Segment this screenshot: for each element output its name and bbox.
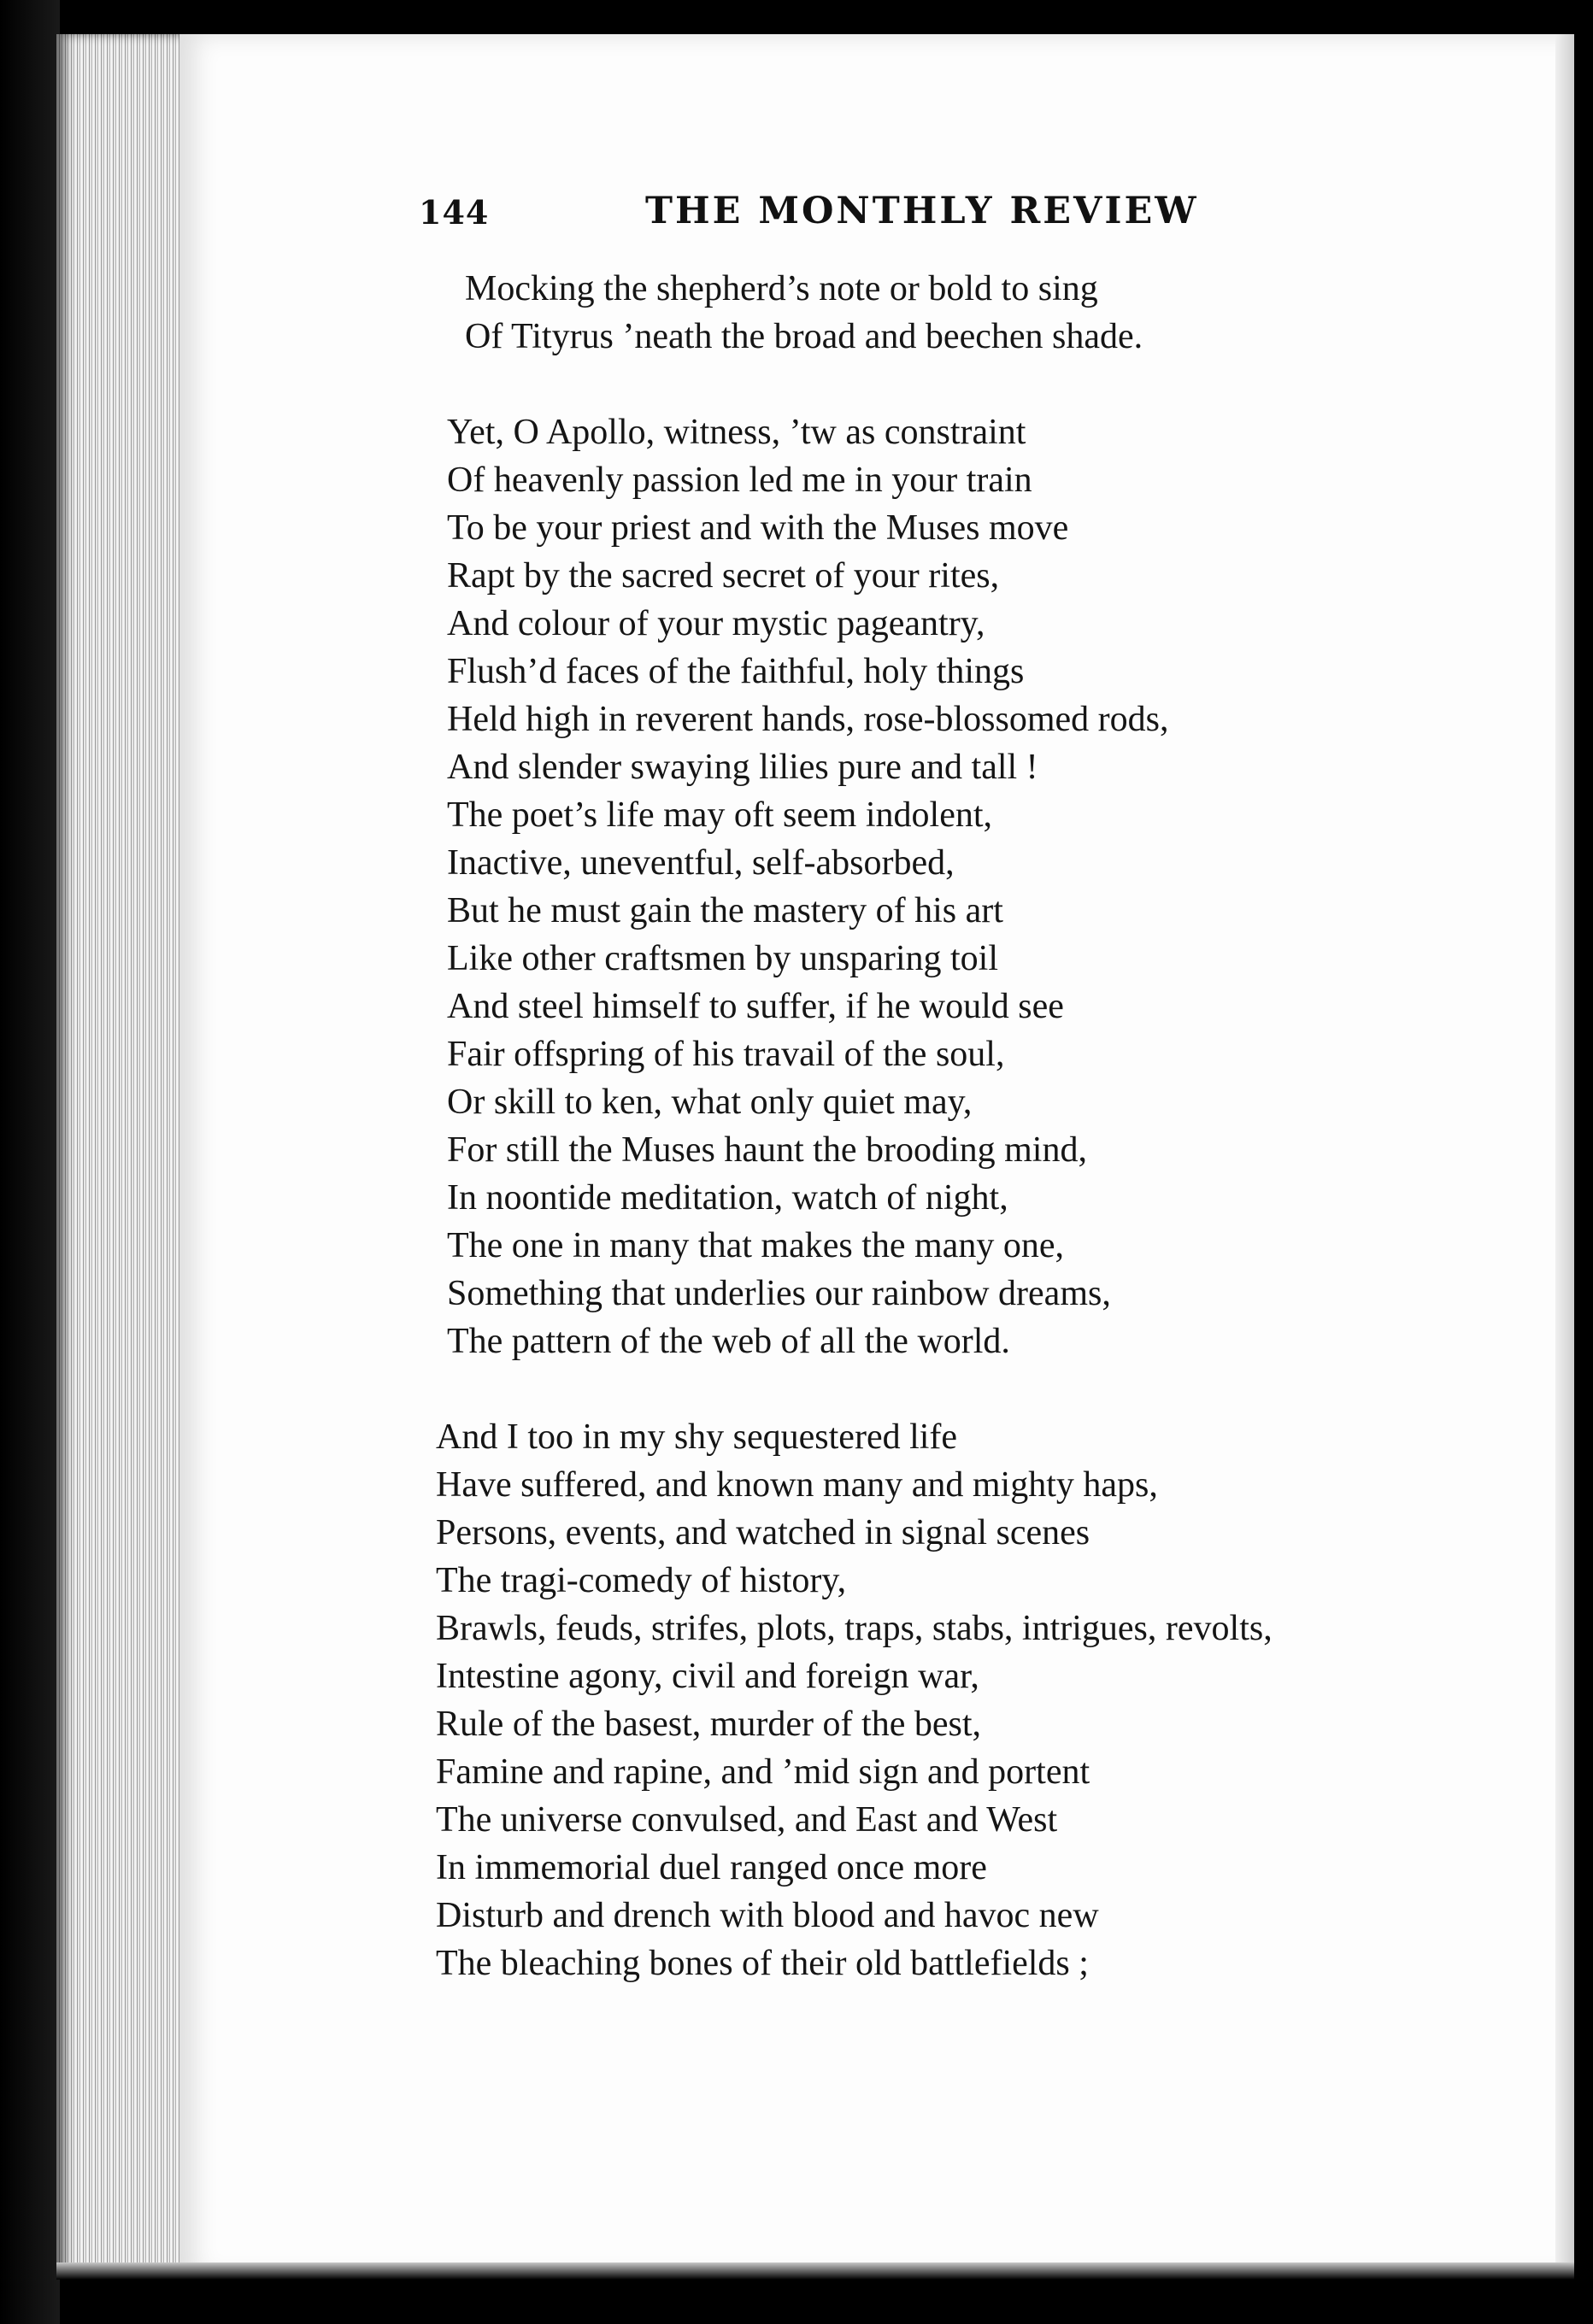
poem-line: Like other craftsmen by unsparing toil bbox=[447, 939, 998, 978]
poem-line: Fair offspring of his travail of the soul, bbox=[447, 1035, 1005, 1074]
poem-line: Intestine agony, civil and foreign war, bbox=[436, 1657, 979, 1696]
poem-line: To be your priest and with the Muses move bbox=[447, 508, 1069, 548]
stanza bbox=[443, 265, 1425, 361]
poem-line: Something that underlies our rainbow dreams, bbox=[447, 1274, 1111, 1313]
poem-line: For still the Muses haunt the brooding mind, bbox=[447, 1130, 1087, 1170]
poem-line: Mocking the shepherd’s note or bold to sing bbox=[465, 269, 1098, 308]
poem-line: Inactive, uneventful, self-absorbed, bbox=[447, 843, 955, 883]
poem-line: Disturb and drench with blood and havoc new bbox=[436, 1896, 1099, 1935]
poem-line: The pattern of the web of all the world. bbox=[447, 1322, 1010, 1361]
stanza bbox=[443, 408, 1425, 1365]
poem-line: Held high in reverent hands, rose-blossomed rods, bbox=[447, 700, 1169, 739]
poem-line: Or skill to ken, what only quiet may, bbox=[447, 1083, 973, 1122]
poem-line: The one in many that makes the many one, bbox=[447, 1226, 1064, 1265]
poem-line: And slender swaying lilies pure and tall ! bbox=[447, 748, 1038, 787]
poem-line: And colour of your mystic pageantry, bbox=[447, 604, 985, 643]
poem-line: The tragi-comedy of history, bbox=[436, 1561, 847, 1600]
page-right-edge bbox=[1555, 34, 1574, 2277]
page-edges bbox=[56, 34, 185, 2277]
poem-line: In immemorial duel ranged once more bbox=[436, 1848, 987, 1887]
poem-line: Rapt by the sacred secret of your rites, bbox=[447, 556, 1000, 596]
poem-line: Have suffered, and known many and mighty haps, bbox=[436, 1465, 1158, 1505]
poem-line: But he must gain the mastery of his art bbox=[447, 891, 1003, 930]
page-bottom-edge bbox=[56, 2262, 1574, 2280]
poem-line: In noontide meditation, watch of night, bbox=[447, 1178, 1008, 1218]
poem-line: Flush’d faces of the faithful, holy things bbox=[447, 652, 1025, 691]
running-head bbox=[419, 190, 1231, 244]
poem-line: Yet, O Apollo, witness, ’tw as constraint bbox=[447, 413, 1026, 452]
spine-shadow bbox=[0, 0, 60, 2324]
poem-line: Brawls, feuds, strifes, plots, traps, stabs, intrigues, revolts, bbox=[436, 1609, 1273, 1648]
poem-line: Of Tityrus ’neath the broad and beechen shade. bbox=[465, 317, 1143, 356]
poem-text bbox=[436, 265, 1425, 2035]
stanza bbox=[436, 1413, 1425, 1987]
poem-line: And steel himself to suffer, if he would see bbox=[447, 987, 1064, 1026]
poem-line: The bleaching bones of their old battlefields ; bbox=[436, 1944, 1089, 1983]
journal-title: THE MONTHLY REVIEW bbox=[645, 190, 1199, 232]
page-number: 144 bbox=[419, 193, 490, 232]
poem-line: Rule of the basest, murder of the best, bbox=[436, 1705, 981, 1744]
poem-line: Of heavenly passion led me in your train bbox=[447, 461, 1032, 500]
poem-line: The universe convulsed, and East and West bbox=[436, 1800, 1058, 1840]
poem-line: And I too in my shy sequestered life bbox=[436, 1417, 958, 1457]
poem-line: The poet’s life may oft seem indolent, bbox=[447, 795, 992, 835]
poem-line: Persons, events, and watched in signal scenes bbox=[436, 1513, 1090, 1552]
poem-line: Famine and rapine, and ’mid sign and portent bbox=[436, 1752, 1090, 1792]
